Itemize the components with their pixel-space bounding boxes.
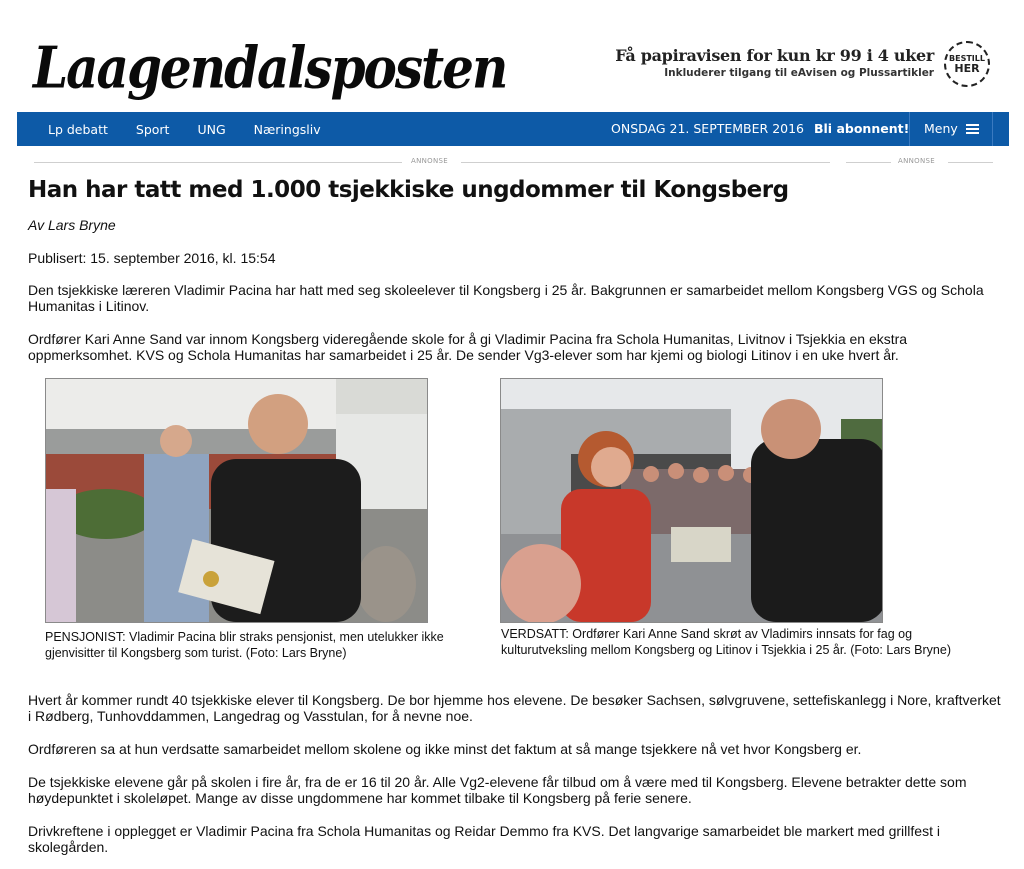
nav-item-naeringsliv[interactable]: Næringsliv <box>253 121 321 137</box>
article-byline: Av Lars Bryne <box>28 217 116 233</box>
photo-image <box>501 379 882 622</box>
promo-title: Få papiravisen for kun kr 99 i 4 uker <box>615 46 934 65</box>
ad-label-right: ANNONSE <box>898 157 935 165</box>
badge-line1: BESTILL <box>949 53 985 63</box>
photo-image <box>46 379 427 622</box>
nav-divider <box>992 112 993 146</box>
article-photo-pensjonist[interactable] <box>45 378 428 623</box>
menu-button[interactable] <box>924 112 979 146</box>
main-navigation <box>17 112 1009 146</box>
photo-caption: PENSJONIST: Vladimir Pacina blir straks pensjonist, men utelukker ikke gjenvisitter til Kongsberg som turist. (Foto: Lars Bryne) <box>45 630 444 660</box>
nav-sections <box>48 112 349 146</box>
ad-divider <box>461 162 830 163</box>
badge-line2: HER <box>954 61 980 75</box>
site-logo[interactable]: Laagendalsposten <box>33 33 507 102</box>
masthead <box>0 0 1024 112</box>
promo-subtitle: Inkluderer tilgang til eAvisen og Plussartikler <box>664 67 934 79</box>
nav-item-sport[interactable]: Sport <box>135 121 170 137</box>
menu-label: Meny <box>924 121 958 136</box>
nav-item-lp-debatt[interactable]: Lp debatt <box>48 121 108 137</box>
nav-divider <box>909 112 910 146</box>
ad-divider <box>846 162 891 163</box>
article-photo-verdsatt[interactable] <box>500 378 883 623</box>
article-paragraph: Hvert år kommer rundt 40 tsjekkiske elever til Kongsberg. De bor hjemme hos elevene. De besøker Sachsen, sølvgruvene, settefiskanlegg i Nore, kraftverket i Rødberg, Tunhovddammen, Langedrag og Vasstulan, for å nevne noe. <box>28 692 1001 724</box>
ad-label-left: ANNONSE <box>411 157 448 165</box>
nav-item-ung[interactable]: UNG <box>197 121 226 137</box>
current-date: ONSDAG 21. SEPTEMBER 2016 <box>611 121 805 136</box>
article-paragraph: Den tsjekkiske læreren Vladimir Pacina har hatt med seg skoleelever til Kongsberg i 25 år. Bakgrunnen er samarbeidet mellom Kongsberg VGS og Schola Humanitas i Litinov. <box>28 282 984 314</box>
article-paragraph: Drivkreftene i opplegget er Vladimir Pacina fra Schola Humanitas og Reidar Demmo fra KVS. Det langvarige samarbeidet ble markert med grillfest i skolegården. <box>28 823 940 855</box>
photo-caption: VERDSATT: Ordfører Kari Anne Sand skrøt av Vladimirs innsats for fag og kulturutveksling mellom Kongsberg og Litinov i Tsjekkia i 25 år. (Foto: Lars Bryne) <box>501 627 951 657</box>
article-paragraph: De tsjekkiske elevene går på skolen i fire år, fra de er 16 til 20 år. Alle Vg2-elevene får tilbud om å være med til Kongsberg. Elevene betrakter dette som høydepunktet i skoleløpet. Mange av disse ungdommene har kommet tilbake til Kongsberg på ferie senere. <box>28 774 967 806</box>
article-paragraph: Ordføreren sa at hun verdsatte samarbeidet mellom skolene og ikke minst det faktum at så mange tsjekkere nå vet hvor Kongsberg er. <box>28 741 862 757</box>
ad-divider <box>34 162 402 163</box>
published-date: Publisert: 15. september 2016, kl. 15:54 <box>28 250 276 266</box>
ad-divider <box>948 162 993 163</box>
subscription-promo[interactable] <box>615 46 934 79</box>
order-here-badge[interactable] <box>944 41 990 87</box>
article-paragraph: Ordfører Kari Anne Sand var innom Kongsberg videregående skole for å gi Vladimir Pacina fra Schola Humanitas, Livitnov i Tsjekkia en ekstra oppmerksomhet. KVS og Schola Humanitas har samarbeidet i 25 år. De sender Vg3-elever som har kjemi og biologi Litinov i en uke hvert år. <box>28 331 908 363</box>
article-title: Han har tatt med 1.000 tsjekkiske ungdommer til Kongsberg <box>28 177 789 203</box>
hamburger-icon <box>966 122 979 136</box>
subscribe-link[interactable]: Bli abonnent! <box>814 121 910 136</box>
